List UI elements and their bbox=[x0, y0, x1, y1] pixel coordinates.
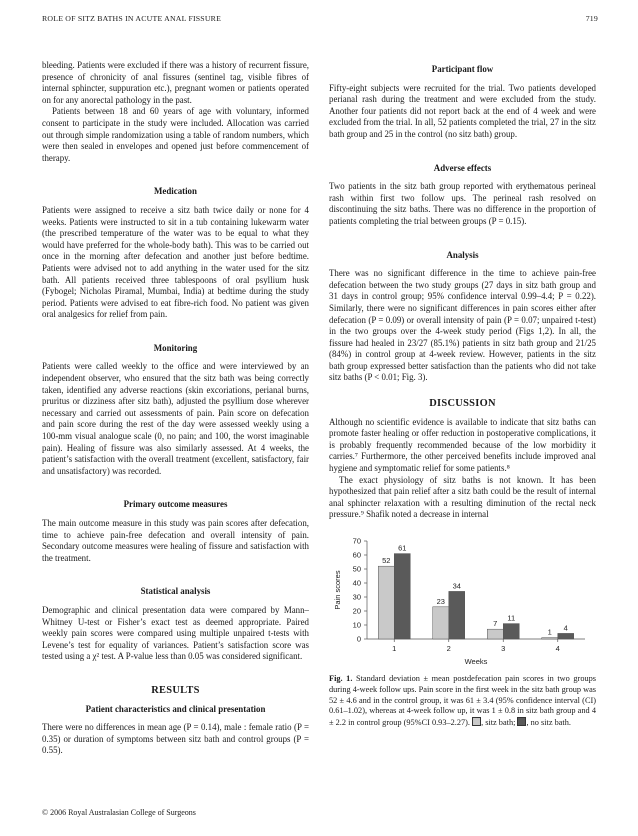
x-tick-label: 3 bbox=[501, 644, 506, 653]
bar-sitz-bath-week-4 bbox=[542, 638, 558, 639]
monitoring-heading: Monitoring bbox=[153, 342, 198, 353]
figure-1-chart bbox=[329, 531, 596, 665]
medication-paragraph: Patients were assigned to receive a sitz bath twice daily or none for 4 weeks. Patients were instructed to sit in a tub containing lukewarm water (the prescribed temperature of the water was to be equal to what they would have preferred for the whole-body bath). This was to be carried out once in the morning after defecation and another just before bedtime. Patients were advised not to add anything in the water used for the sitz bath. All patients received three tablespoons of oral psyllium husk (Fybogel; Nicholas Piramal, Mumbai, India) at bedtime during the study period. Patients were advised to eat fibre-rich food. No patient was given oral analgesics for relief from pain. bbox=[42, 204, 309, 320]
bar-sitz-bath-week-1 bbox=[378, 566, 394, 639]
analysis-heading: Analysis bbox=[446, 249, 479, 260]
adverse-effects-paragraph: Two patients in the sitz bath group reported with erythematous perineal rash within first two follow ups. The perineal rash resolved on discontinuing the sitz baths. There was no difference in the proportion of patients completing the trial between groups (P = 0.15). bbox=[329, 181, 596, 226]
legend-no-sitz-bath: , no sitz bath. bbox=[526, 718, 571, 728]
bar-value-label: 1 bbox=[547, 627, 552, 637]
legend-swatch-sitz-bath bbox=[472, 717, 481, 726]
participant-flow-heading: Participant flow bbox=[431, 64, 494, 74]
y-tick-label: 50 bbox=[352, 564, 361, 574]
intro-paragraph-1: bleeding. Patients were excluded if there was a history of recurrent fissure, presence of chronicity of anal fissures (sentinel tag, visible fibres of internal sphincter, suppuration etc.), pregnant women or patients operated on for any anorectal pathology in the past. bbox=[42, 60, 309, 105]
statistical-analysis-heading: Statistical analysis bbox=[140, 586, 211, 597]
monitoring-paragraph: Patients were called weekly to the office and were interviewed by an independent observer, who ensured that the sitz bath was being correctly taken, identified any adverse reactions (skin excoriations, perianal burns, pruritus or dizziness after sitz bath), adjusted the psyllium dose wherever necessary and carried out assessments of pain. Pain score on defecation and pain score during the rest of the day were assessed weekly using a 100-mm visual analogue scale (0, no pain; and 100, the worst imaginable pain). Healing of fissure was also similarly assessed. At 4 weeks, the patient’s satisfaction with the overall treatment (excellent, satisfactory, fair and unsatisfactory) was recorded. bbox=[42, 361, 309, 476]
running-header bbox=[42, 14, 598, 23]
copyright-footer: © 2006 Royal Australasian College of Surgeons bbox=[42, 808, 196, 817]
participant-flow-paragraph: Fifty-eight subjects were recruited for the trial. Two patients developed perianal rash during the treatment and were excluded from the study. Another four patients did not report back at the end of 4 week and were excluded from the trial. In all, 52 patients completed the trial, 27 in the sitz bath group and 25 in the control (no sitz bath) group. bbox=[329, 82, 596, 139]
x-tick-label: 1 bbox=[392, 644, 397, 653]
x-tick-label: 2 bbox=[446, 644, 451, 653]
y-axis-label: Pain scores bbox=[333, 570, 342, 610]
bar-chart-svg bbox=[329, 531, 596, 665]
results-heading: RESULTS bbox=[151, 684, 200, 696]
primary-outcome-heading: Primary outcome measures bbox=[123, 499, 228, 510]
figure-caption-text: Standard deviation ± mean postdefecation pain scores in two groups during 4-week follow ups. Pain score in the first week in the sitz bath group was 52 ± 4.6 and in the control group, it was 61 ± 3.4 (95% confidence interval (CI) 0.61–1.02), whereas at 4-week follow up, it was 1 ± 0.8 in sitz bath group and 4 ± 2.2 in control group (95%CI 0.93–2.27). bbox=[329, 674, 596, 728]
bar-value-label: 34 bbox=[452, 581, 461, 591]
right-column bbox=[329, 64, 596, 729]
analysis-paragraph: There was no significant difference in the time to achieve pain-free defecation between the two study groups (27 days in sitz bath group and 31 days in control group; 95% confidence interval 0.99–4.4; P = 0.22). Similarly, there were no significant differences in pain scores either after defecation (P = 0.09) or overall intensity of pain (P = 0.07; unpaired t-test) in the two groups over the 4-week study period (Figs 1,2). In all, the fissure had healed in 23/27 (85.1%) patients in sitz bath group and 21/25 (84%) in control group at 4-week review. However, patients in the sitz bath group expressed better satisfaction than the patients who did not take sitz baths (P < 0.01; Fig. 3). bbox=[329, 268, 596, 383]
primary-outcome-paragraph: The main outcome measure in this study was pain scores after defecation, time to achieve pain-free defecation and overall intensity of pain. Secondary outcome measures were healing of fissure and satisfaction with the treatment. bbox=[42, 518, 309, 563]
discussion-paragraph-1: Although no scientific evidence is available to indicate that sitz baths can promote faster healing or offer reduction in postoperative complications, it is probably frequently recommended because of the low morbidity it carries.⁷ Furthermore, the other perceived benefits include improved anal hygiene and symptomatic relief for some patients.⁸ bbox=[329, 416, 596, 474]
figure-label: Fig. 1. bbox=[329, 674, 353, 683]
y-tick-label: 10 bbox=[352, 620, 361, 630]
medication-heading: Medication bbox=[154, 186, 197, 197]
bar-value-label: 7 bbox=[493, 619, 498, 629]
left-column bbox=[42, 60, 309, 757]
bar-value-label: 4 bbox=[563, 623, 568, 633]
running-title: ROLE OF SITZ BATHS IN ACUTE ANAL FISSURE bbox=[42, 14, 222, 23]
bar-value-label: 61 bbox=[398, 543, 407, 553]
y-tick-label: 40 bbox=[352, 578, 361, 588]
adverse-effects-heading: Adverse effects bbox=[433, 162, 492, 173]
bar-sitz-bath-week-3 bbox=[487, 629, 503, 639]
y-tick-label: 60 bbox=[352, 550, 361, 560]
bar-no-sitz-bath-week-2 bbox=[449, 591, 465, 639]
discussion-paragraph-2: The exact physiology of sitz baths is not known. It has been hypothesized that pain relief after a sitz bath could be the result of internal anal sphincter relaxation with a resulting diminution of the rectal neck pressure.⁹ Shafik noted a decrease in internal bbox=[329, 474, 596, 520]
figure-1-caption bbox=[329, 674, 596, 729]
patient-characteristics-paragraph: There were no differences in mean age (P = 0.14), male : female ratio (P = 0.35) or duration of symptoms between sitz bath and control groups (P = 0.55). bbox=[42, 722, 309, 756]
x-tick-label: 4 bbox=[555, 644, 560, 653]
bar-value-label: 23 bbox=[436, 596, 445, 606]
intro-paragraph-2: Patients between 18 and 60 years of age with voluntary, informed consent to participate in the study were included. Allocation was carried out through simple randomization using a table of random numbers, which were then sealed in envelopes and opened just before commencement of therapy. bbox=[42, 106, 309, 163]
bar-value-label: 52 bbox=[382, 556, 391, 566]
statistical-analysis-paragraph: Demographic and clinical presentation data were compared by Mann–Whitney U-test or Fisher’s exact test as deemed appropriate. Paired weekly pain scores were compared using multiple unpaired t-tests with Levene’s test for equality of variances. Patient’s satisfaction score was tested using a χ² test. A P-value less than 0.05 was considered significant. bbox=[42, 604, 309, 662]
bar-sitz-bath-week-2 bbox=[433, 607, 449, 639]
bar-no-sitz-bath-week-1 bbox=[394, 554, 410, 639]
legend-sitz-bath: , sitz bath; bbox=[481, 718, 516, 728]
x-axis-label: Weeks bbox=[464, 657, 488, 665]
y-tick-label: 0 bbox=[356, 634, 361, 644]
y-tick-label: 30 bbox=[352, 592, 361, 602]
bar-no-sitz-bath-week-4 bbox=[558, 633, 574, 639]
y-tick-label: 70 bbox=[352, 536, 361, 546]
bar-value-label: 11 bbox=[507, 613, 516, 623]
bar-no-sitz-bath-week-3 bbox=[503, 624, 519, 639]
y-tick-label: 20 bbox=[352, 606, 361, 616]
discussion-heading: DISCUSSION bbox=[429, 398, 496, 410]
patient-characteristics-heading: Patient characteristics and clinical presentation bbox=[85, 703, 266, 714]
page-number: 719 bbox=[585, 14, 598, 23]
